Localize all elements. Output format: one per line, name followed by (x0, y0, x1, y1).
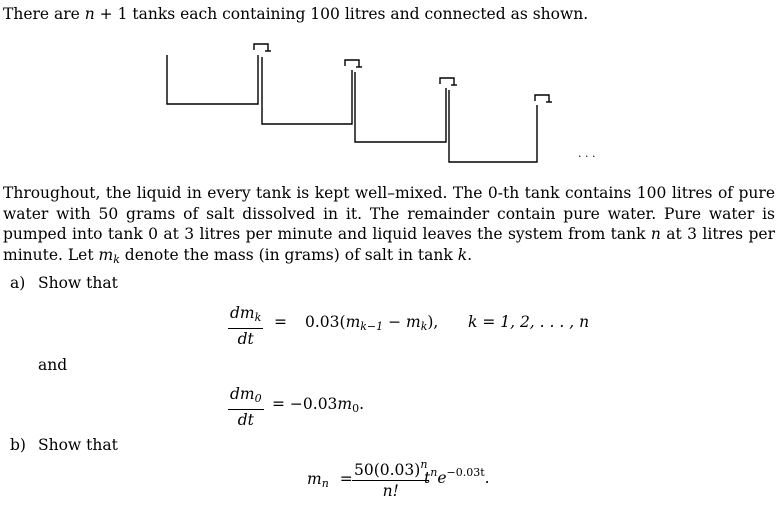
eq3-lhs: $m_n$ = (307, 470, 353, 490)
pipe-1-2 (345, 60, 359, 67)
part-b-text: Show that (38, 436, 118, 454)
part-b-label: b) (10, 436, 26, 454)
tank-ellipsis: · · · (578, 150, 596, 163)
eq1-fraction: $dm_k$ dt (230, 304, 262, 348)
eq2-fraction: $\frac{dm_0}{dt}$ (230, 385, 262, 429)
part-a-label: a) (10, 274, 26, 292)
eq1-condition: k = 1, 2, . . . , n (468, 313, 590, 331)
part-a-text: Show that (38, 274, 118, 292)
pipe-2-3 (440, 78, 454, 85)
body-paragraph: Throughout, the liquid in every tank is kept well–mixed. The 0-th tank contains 100 litres of pure water with 50 grams of salt dissolved in it. The remainder contain pure water. Pure water is pumped into tank 0 at 3 litres per minute and liquid leaves the system from tank n at 3 litres per minute. Let $m_k$ denote the mass (in grams) of salt in tank k. (3, 184, 775, 266)
eq1-rhs: $0.03(m_{k-1} - m_k)$, (305, 313, 439, 333)
tank-1 (262, 57, 352, 124)
and-text: and (38, 356, 68, 374)
pipe-3-4 (535, 95, 549, 102)
pipe-0-1 (254, 44, 268, 51)
tank-diagram (0, 0, 779, 180)
eq3-fraction: $\frac{50(0.03)^n}{n!}$ (352, 455, 429, 501)
tank-2 (355, 72, 446, 142)
intro-text: There are n + 1 tanks each containing 100 litres and connected as shown. (3, 5, 589, 23)
eq2-rhs: = $-0.03m_0$. (272, 395, 365, 415)
tank-3 (449, 90, 537, 162)
eq3-rhs: $t^ne^{-0.03t}$. (424, 466, 490, 487)
eq1-equals: = (274, 313, 287, 331)
tank-0 (167, 55, 258, 104)
